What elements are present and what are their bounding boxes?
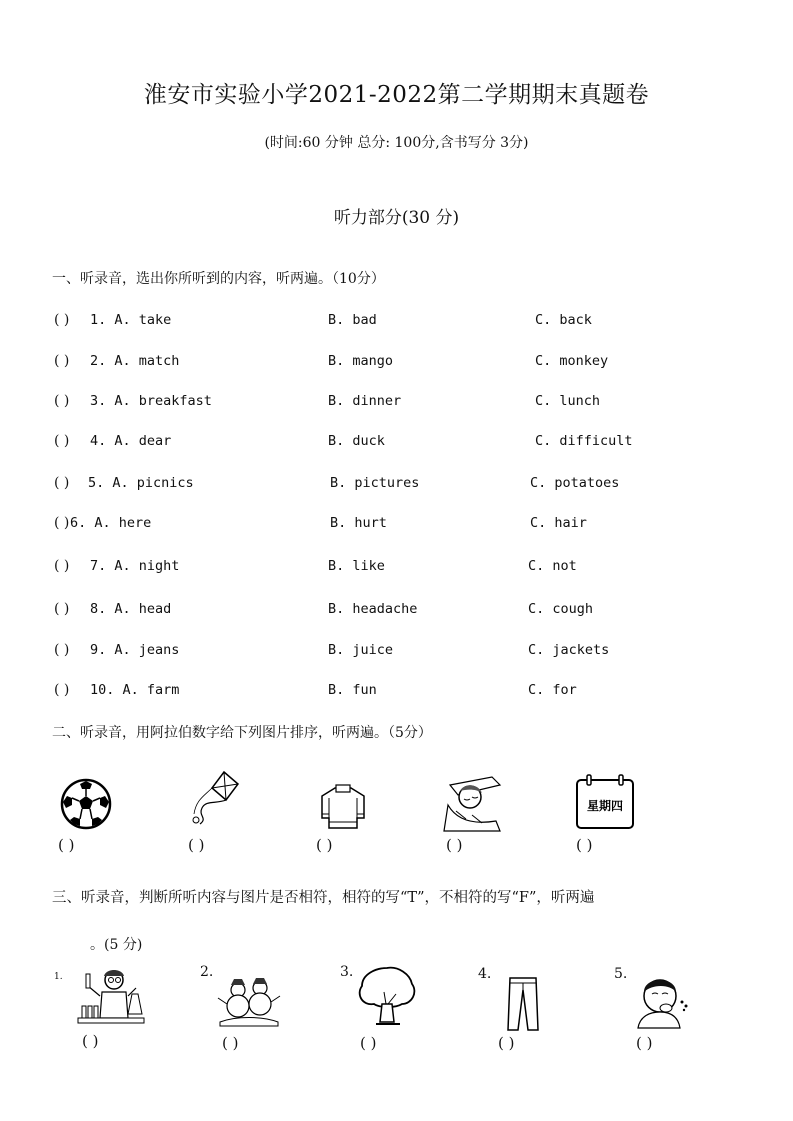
calendar-icon <box>574 774 636 832</box>
part1-heading: 一、听录音，选出你所听到的内容，听两遍。（10分） <box>52 271 385 287</box>
snowmen-icon <box>216 976 282 1028</box>
option-b: B. mango <box>328 353 394 369</box>
option-c: C. back <box>535 312 592 328</box>
option-b: B. pictures <box>330 475 420 491</box>
option-a: 10. A. farm <box>90 682 180 698</box>
option-a: 8. A. head <box>90 601 172 617</box>
option-a: 9. A. jeans <box>90 642 180 658</box>
answer-blank[interactable]: ( ) <box>54 515 70 531</box>
soccer-ball-icon <box>60 778 112 830</box>
part3-label-1: 1. <box>54 972 63 982</box>
part3-heading: 三、听录音，判断所听内容与图片是否相符，相符的写“T”，不相符的写“F”，听两遍 <box>52 890 595 906</box>
scientist-icon <box>76 966 146 1026</box>
option-c: C. lunch <box>535 393 601 409</box>
option-a: 6. A. here <box>70 515 152 531</box>
section-heading-listening: 听力部分(30 分) <box>333 208 460 228</box>
part3-blank-4[interactable]: ( ) <box>498 1034 515 1052</box>
option-b: B. like <box>328 558 385 574</box>
option-a: 2. A. match <box>90 353 180 369</box>
option-b: B. duck <box>328 433 385 449</box>
answer-blank[interactable]: ( ) <box>54 558 70 574</box>
option-c: C. potatoes <box>530 475 620 491</box>
option-c: C. difficult <box>535 433 633 449</box>
calendar-text: 星期四 <box>586 799 624 813</box>
pants-icon <box>506 976 540 1032</box>
answer-blank[interactable]: ( ) <box>54 433 70 449</box>
tree-icon <box>356 964 418 1028</box>
option-b: B. hurt <box>330 515 387 531</box>
part2-heading: 二、听录音，用阿拉伯数字给下列图片排序，听两遍。（5分） <box>52 725 432 741</box>
option-b: B. juice <box>328 642 394 658</box>
sleeping-child-icon <box>442 775 504 833</box>
answer-blank[interactable]: ( ) <box>54 475 70 491</box>
part3-label-2: 2. <box>200 964 214 980</box>
option-a: 5. A. picnics <box>88 475 194 491</box>
coughing-boy-icon <box>632 972 694 1030</box>
option-c: C. hair <box>530 515 587 531</box>
option-c: C. not <box>528 558 577 574</box>
part2-blank-4[interactable]: ( ) <box>446 836 463 854</box>
part3-label-4: 4. <box>478 966 492 982</box>
option-c: C. cough <box>528 601 594 617</box>
option-b: B. fun <box>328 682 377 698</box>
answer-blank[interactable]: ( ) <box>54 393 70 409</box>
answer-blank[interactable]: ( ) <box>54 353 70 369</box>
option-c: C. jackets <box>528 642 610 658</box>
part3-blank-1[interactable]: ( ) <box>82 1032 99 1050</box>
kite-icon <box>186 770 242 830</box>
part3-blank-3[interactable]: ( ) <box>360 1034 377 1052</box>
part2-blank-2[interactable]: ( ) <box>188 836 205 854</box>
part2-blank-3[interactable]: ( ) <box>316 836 333 854</box>
option-a: 3. A. breakfast <box>90 393 212 409</box>
part3-blank-2[interactable]: ( ) <box>222 1034 239 1052</box>
part3-blank-5[interactable]: ( ) <box>636 1034 653 1052</box>
option-b: B. dinner <box>328 393 402 409</box>
option-c: C. monkey <box>535 353 609 369</box>
option-a: 1. A. take <box>90 312 172 328</box>
part2-blank-1[interactable]: ( ) <box>58 836 75 854</box>
part2-blank-5[interactable]: ( ) <box>576 836 593 854</box>
answer-blank[interactable]: ( ) <box>54 642 70 658</box>
option-b: B. bad <box>328 312 377 328</box>
page-subtitle: (时间:60 分钟 总分: 100分,含书写分 3分) <box>264 135 529 151</box>
part3-heading-cont: 。(5 分) <box>90 937 143 953</box>
part3-label-5: 5. <box>614 966 628 982</box>
page-title: 淮安市实验小学2021-2022第二学期期末真题卷 <box>143 82 650 108</box>
answer-blank[interactable]: ( ) <box>54 682 70 698</box>
option-a: 4. A. dear <box>90 433 172 449</box>
option-c: C. for <box>528 682 577 698</box>
answer-blank[interactable]: ( ) <box>54 601 70 617</box>
option-a: 7. A. night <box>90 558 180 574</box>
option-b: B. headache <box>328 601 418 617</box>
answer-blank[interactable]: ( ) <box>54 312 70 328</box>
part3-label-3: 3. <box>340 964 354 980</box>
sweater-icon <box>318 784 368 830</box>
